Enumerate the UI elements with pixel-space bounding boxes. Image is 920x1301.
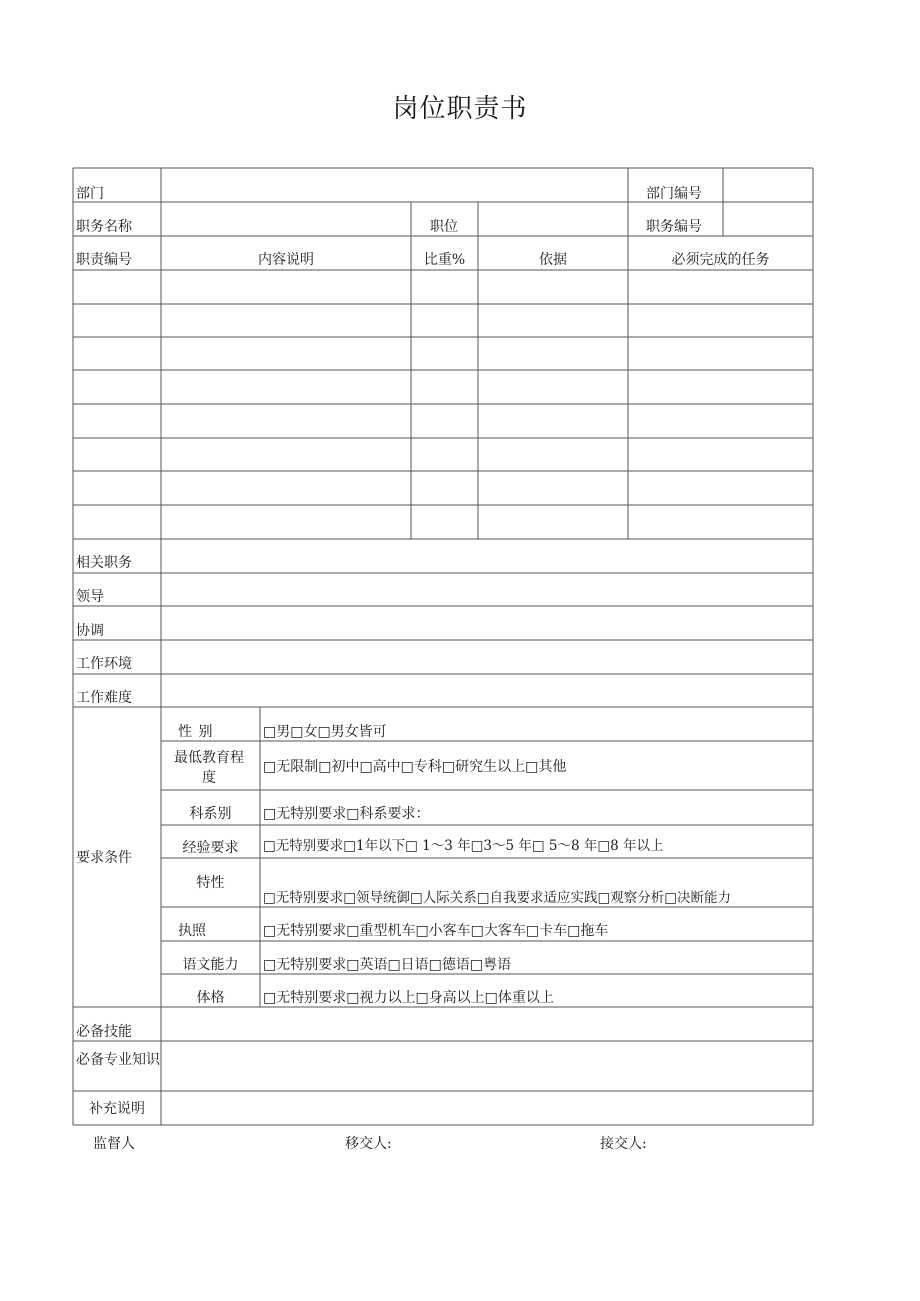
difficulty-label: 工作难度 — [76, 690, 132, 706]
supervisor-label: 监督人 — [93, 1136, 135, 1152]
environment-label: 工作环境 — [76, 656, 132, 672]
coordinate-label: 协调 — [76, 623, 104, 639]
handover-label: 移交人: — [345, 1136, 392, 1152]
req-options-traits: □无特别要求□领导统御□人际关系□自我要求适应实践□观察分析□决断能力 — [263, 890, 732, 906]
req-label-language: 语文能力 — [182, 957, 239, 973]
req-label-experience: 经验要求 — [182, 840, 239, 856]
req-options-license: □无特别要求□重型机车□小客车□大客车□卡车□拖车 — [263, 923, 609, 939]
req-label-physique: 体格 — [196, 990, 225, 1006]
job-no-label: 职务编号 — [646, 219, 702, 235]
related-jobs-label: 相关职务 — [76, 555, 132, 571]
col-basis: 依据 — [539, 252, 567, 268]
req-label-gender: 性 别 — [178, 724, 214, 740]
req-options-major: □无特别要求□科系要求： — [263, 806, 430, 822]
dept-label: 部门 — [76, 186, 104, 202]
col-duty-no: 职责编号 — [76, 252, 132, 268]
req-options-experience: □无特别要求□1年以下□ 1～3 年□3～5 年□ 5～8 年□8 年以上 — [263, 838, 664, 854]
req-label-license: 执照 — [178, 923, 206, 939]
req-options-physique: □无特别要求□视力以上□身高以上□体重以上 — [263, 990, 554, 1006]
notes-label: 补充说明 — [89, 1101, 145, 1117]
req-options-education: □无限制□初中□高中□专科□研究生以上□其他 — [263, 759, 567, 775]
col-tasks: 必须完成的任务 — [671, 252, 770, 268]
req-options-language: □无特别要求□英语□日语□德语□粤语 — [263, 957, 512, 973]
job-name-label: 职务名称 — [76, 219, 132, 235]
leader-label: 领导 — [76, 589, 104, 605]
req-options-gender: □男□女□男女皆可 — [263, 724, 387, 740]
req-label-education: 最低教育程度 — [174, 750, 244, 786]
required-knowledge-label: 必备专业知识 — [76, 1052, 160, 1068]
page-title: 岗位职责书 — [392, 94, 528, 124]
req-label-traits: 特性 — [196, 875, 225, 891]
position-label: 职位 — [430, 219, 458, 235]
col-weight: 比重% — [423, 252, 466, 268]
required-skills-label: 必备技能 — [76, 1024, 132, 1040]
dept-no-label: 部门编号 — [646, 186, 702, 202]
requirements-label: 要求条件 — [76, 850, 132, 866]
receiver-label: 接交人: — [600, 1136, 647, 1152]
req-label-major: 科系别 — [189, 806, 232, 822]
col-content: 内容说明 — [258, 252, 314, 268]
